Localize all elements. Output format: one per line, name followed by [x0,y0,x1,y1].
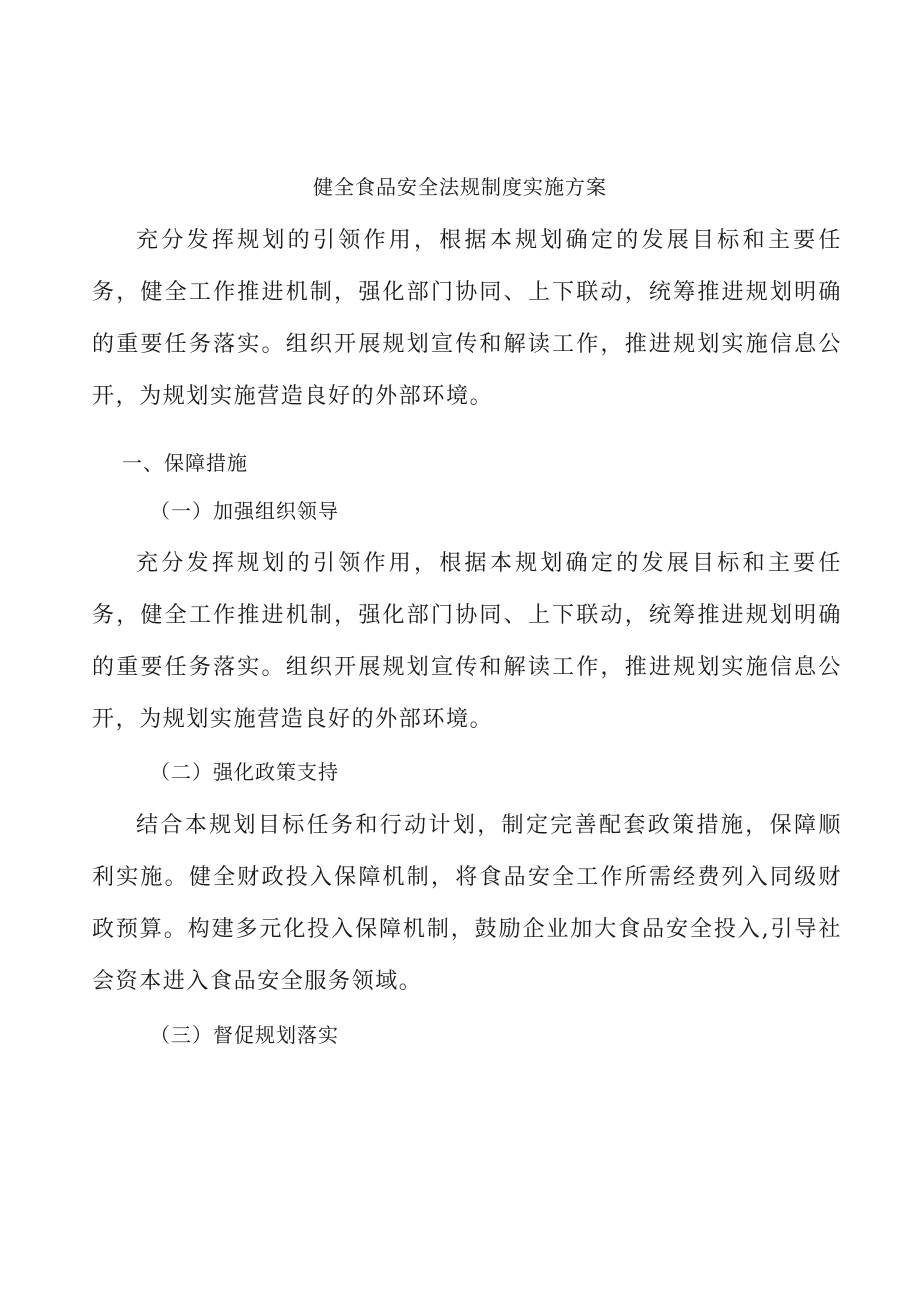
document-title: 健全食品安全法规制度实施方案 [313,175,607,199]
section-heading-safeguards: 一、保障措施 [122,451,248,475]
subsection-heading-policy: （二）强化政策支持 [150,760,339,784]
organization-paragraph: 充分发挥规划的引领作用，根据本规划确定的发展目标和主要任务，健全工作推进机制，强化部门协同、上下联动，统筹推进规划明确的重要任务落实。组织开展规划宣传和解读工作，推进规划实施信息公开，为规划实施营造良好的外部环境。 [92,551,842,732]
subsection-heading-organization: （一）加强组织领导 [150,499,339,523]
policy-paragraph: 结合本规划目标任务和行动计划，制定完善配套政策措施，保障顺利实施。健全财政投入保障机制，将食品安全工作所需经费列入同级财政预算。构建多元化投入保障机制，鼓励企业加大食品安全投入,引导社会资本进入食品安全服务领域。 [92,813,842,994]
intro-paragraph: 充分发挥规划的引领作用，根据本规划确定的发展目标和主要任务，健全工作推进机制，强化部门协同、上下联动，统筹推进规划明确的重要任务落实。组织开展规划宣传和解读工作，推进规划实施信息公开，为规划实施营造良好的外部环境。 [92,228,842,409]
subsection-heading-implementation: （三）督促规划落实 [150,1023,339,1047]
